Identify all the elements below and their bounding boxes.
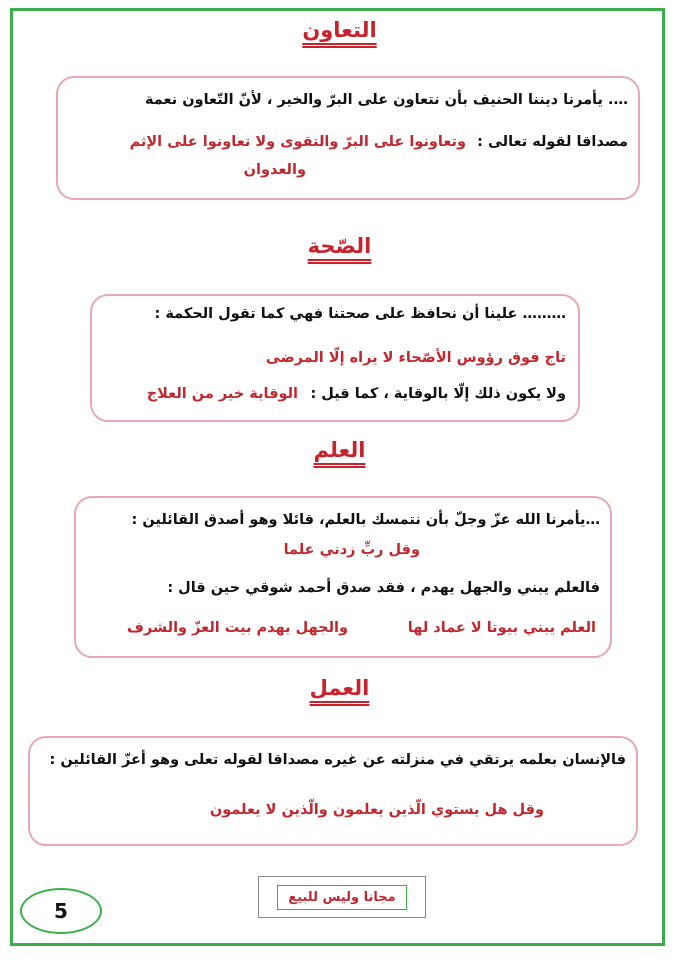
knowledge-verse-b: والجهل يهدم بيت العزّ والشرف <box>127 620 348 636</box>
section-box-health <box>90 294 580 422</box>
health-line-1: ……… علينا أن نحافظ على صحتنا فهي كما تقول الحكمة : <box>154 306 566 322</box>
work-line-1: فالإنسان بعلمه يرتقي في منزلته عن غيره مصداقا لقوله تعلى وهو أعزّ القائلين : <box>49 752 626 768</box>
knowledge-verse-a: العلم يبني بيوتا لا عماد لها <box>407 620 596 636</box>
section-title-knowledge: العلم <box>313 438 366 462</box>
section-box-knowledge <box>74 496 612 658</box>
free-not-for-sale-label: مجانا وليس للبيع <box>277 885 406 910</box>
cooperation-intro: مصداقا لقوله تعالى : <box>477 134 628 150</box>
knowledge-line-3: فالعلم يبني والجهل يهدم ، فقد صدق أحمد شوقي حين قال : <box>167 580 600 596</box>
section-box-cooperation <box>56 76 640 200</box>
page-number <box>20 888 102 934</box>
free-not-for-sale-box <box>258 876 426 918</box>
knowledge-line-1: …يأمرنا الله عزّ وجلّ بأن نتمسك بالعلم، قائلا وهو أصدق القائلين : <box>131 512 600 528</box>
health-saying: الوقاية خير من العلاج <box>146 386 298 402</box>
health-quote: تاج فوق رؤوس الأصّحاء لا يراه إلّا المرضى <box>265 350 566 366</box>
cooperation-quote: وتعاونوا على البرّ والتقوى ولا تعاونوا على الإثم <box>129 134 466 150</box>
section-box-work <box>28 736 638 846</box>
section-title-health: الصّحة <box>307 234 372 258</box>
cooperation-quote-end: والعدوان <box>243 162 306 178</box>
work-quote: وقل هل يستوي الّذين يعلمون والّذين لا يعلمون <box>209 802 544 818</box>
page-number-value: 5 <box>54 899 68 923</box>
section-title-cooperation: التعاون <box>302 18 377 42</box>
cooperation-line-1: …. يأمرنا ديننا الحنيف بأن نتعاون على البرّ والخير ، لأنّ التّعاون نعمة <box>145 92 628 108</box>
knowledge-quote: وقل ربِّ زدني علما <box>283 542 420 558</box>
health-intro: ولا يكون ذلك إلّا بالوقاية ، كما قيل : <box>310 386 566 402</box>
section-title-work: العمل <box>309 676 370 700</box>
